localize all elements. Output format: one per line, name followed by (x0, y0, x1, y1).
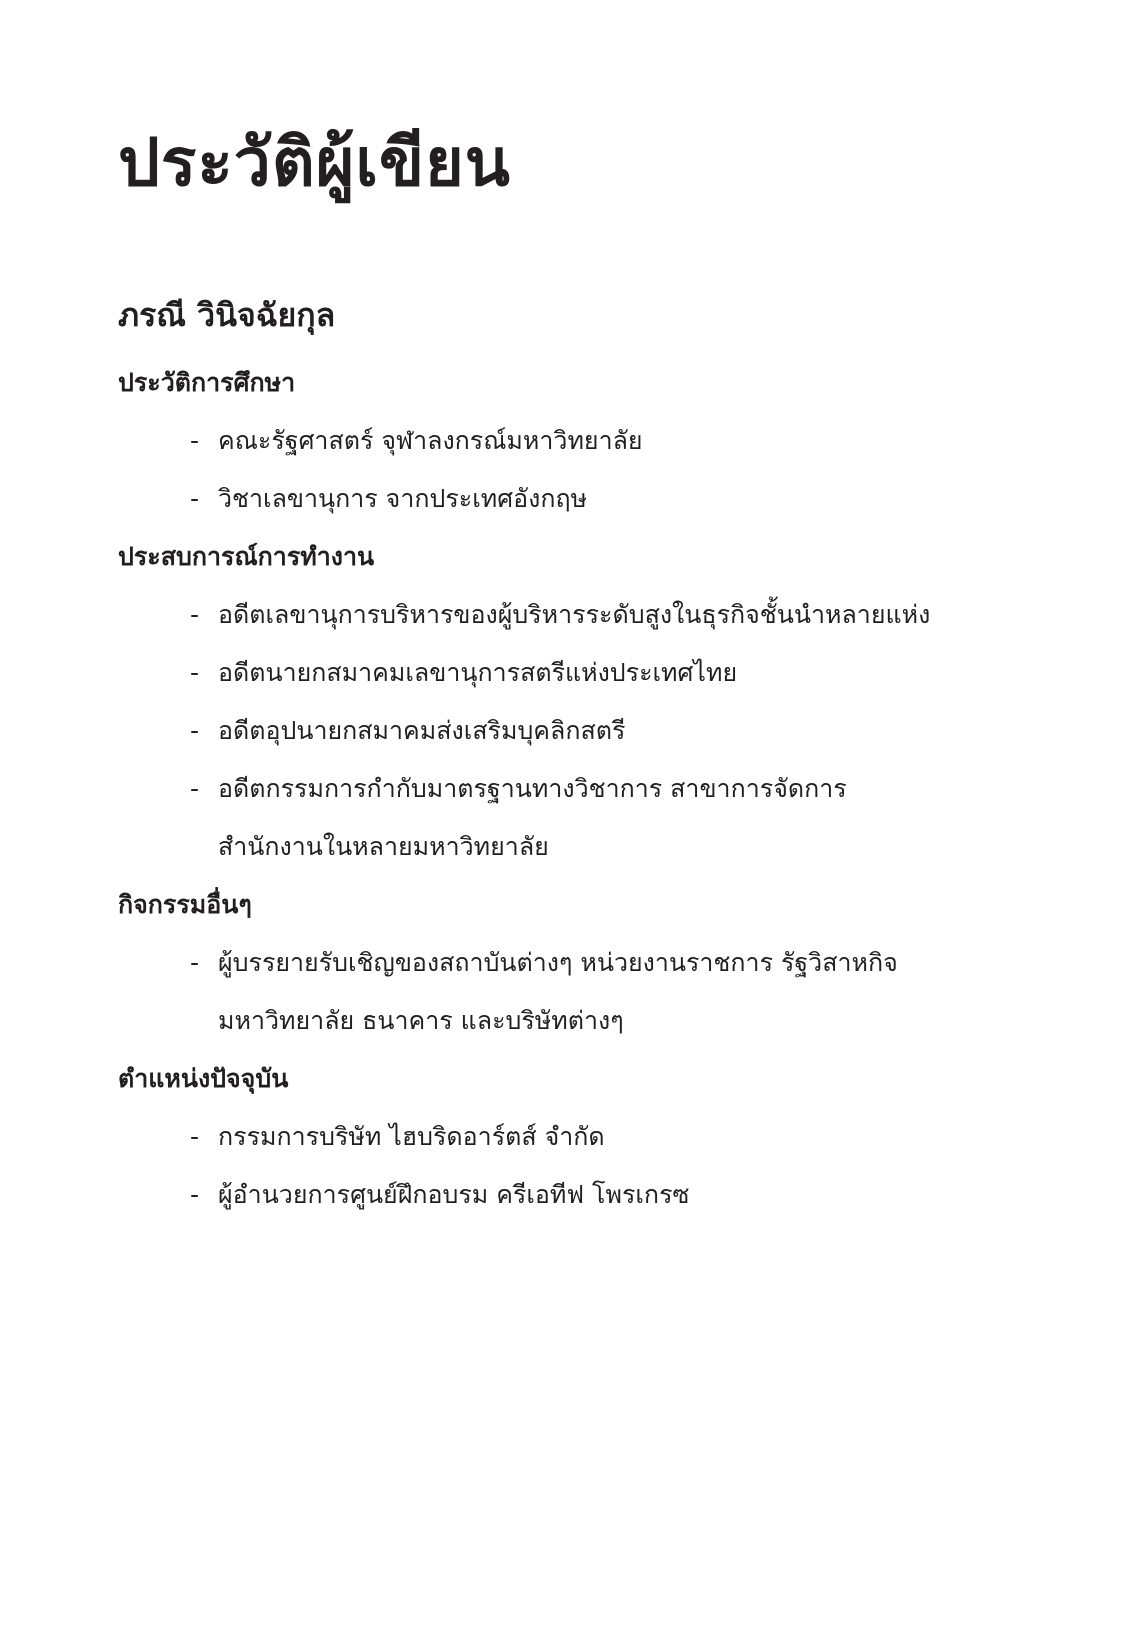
list-item (118, 1166, 1078, 1224)
bullet-dash: - (190, 716, 200, 745)
list-item (118, 470, 1078, 528)
list-item (118, 702, 1078, 760)
section-heading: ประวัติการศึกษา (118, 368, 296, 397)
list-item-text: อดีตเลขานุการบริหารของผู้บริหารระดับสูงในธุรกิจชั้นนำหลายแห่ง (218, 600, 931, 629)
list-item (118, 760, 1078, 876)
bullet-dash: - (190, 1122, 200, 1151)
list-item-text-continued: มหาวิทยาลัย ธนาคาร และบริษัทต่างๆ (218, 1006, 624, 1035)
bullet-dash: - (190, 484, 200, 513)
list-item-text: ผู้บรรยายรับเชิญของสถาบันต่างๆ หน่วยงานราชการ รัฐวิสาหกิจ (218, 948, 898, 977)
page-title: ประวัติผู้เขียน (118, 124, 511, 201)
list-item (118, 1108, 1078, 1166)
list-item-text: อดีตอุปนายกสมาคมส่งเสริมบุคลิกสตรี (218, 716, 626, 745)
bullet-dash: - (190, 426, 200, 455)
bullet-dash: - (190, 774, 200, 803)
list-item-text: วิชาเลขานุการ จากประเทศอังกฤษ (218, 484, 588, 513)
section-heading: กิจกรรมอื่นๆ (118, 890, 252, 919)
bullet-dash: - (190, 658, 200, 687)
list-item-text: คณะรัฐศาสตร์ จุฬาลงกรณ์มหาวิทยาลัย (218, 426, 643, 455)
list-item (118, 412, 1078, 470)
list-item-text: ผู้อำนวยการศูนย์ฝึกอบรม ครีเอทีฟ โพรเกรซ (218, 1180, 690, 1209)
section-education (118, 354, 1078, 528)
section-other-activities (118, 876, 1078, 1050)
section-current-position (118, 1050, 1078, 1224)
section-heading: ตำแหน่งปัจจุบัน (118, 1064, 289, 1093)
author-name: ภรณี วินิจฉัยกุล (118, 296, 336, 334)
bullet-dash: - (190, 600, 200, 629)
section-work-experience (118, 528, 1078, 876)
list-item (118, 586, 1078, 644)
section-heading: ประสบการณ์การทำงาน (118, 542, 375, 571)
list-item-text-continued: สำนักงานในหลายมหาวิทยาลัย (218, 832, 549, 861)
list-item (118, 644, 1078, 702)
list-item-text: อดีตนายกสมาคมเลขานุการสตรีแห่งประเทศไทย (218, 658, 738, 687)
biography-content (118, 354, 1078, 1224)
list-item (118, 934, 1078, 1050)
list-item-text: กรรมการบริษัท ไฮบริดอาร์ตส์ จำกัด (218, 1122, 605, 1151)
bullet-dash: - (190, 948, 200, 977)
list-item-text: อดีตกรรมการกำกับมาตรฐานทางวิชาการ สาขาการจัดการ (218, 774, 847, 803)
bullet-dash: - (190, 1180, 200, 1209)
